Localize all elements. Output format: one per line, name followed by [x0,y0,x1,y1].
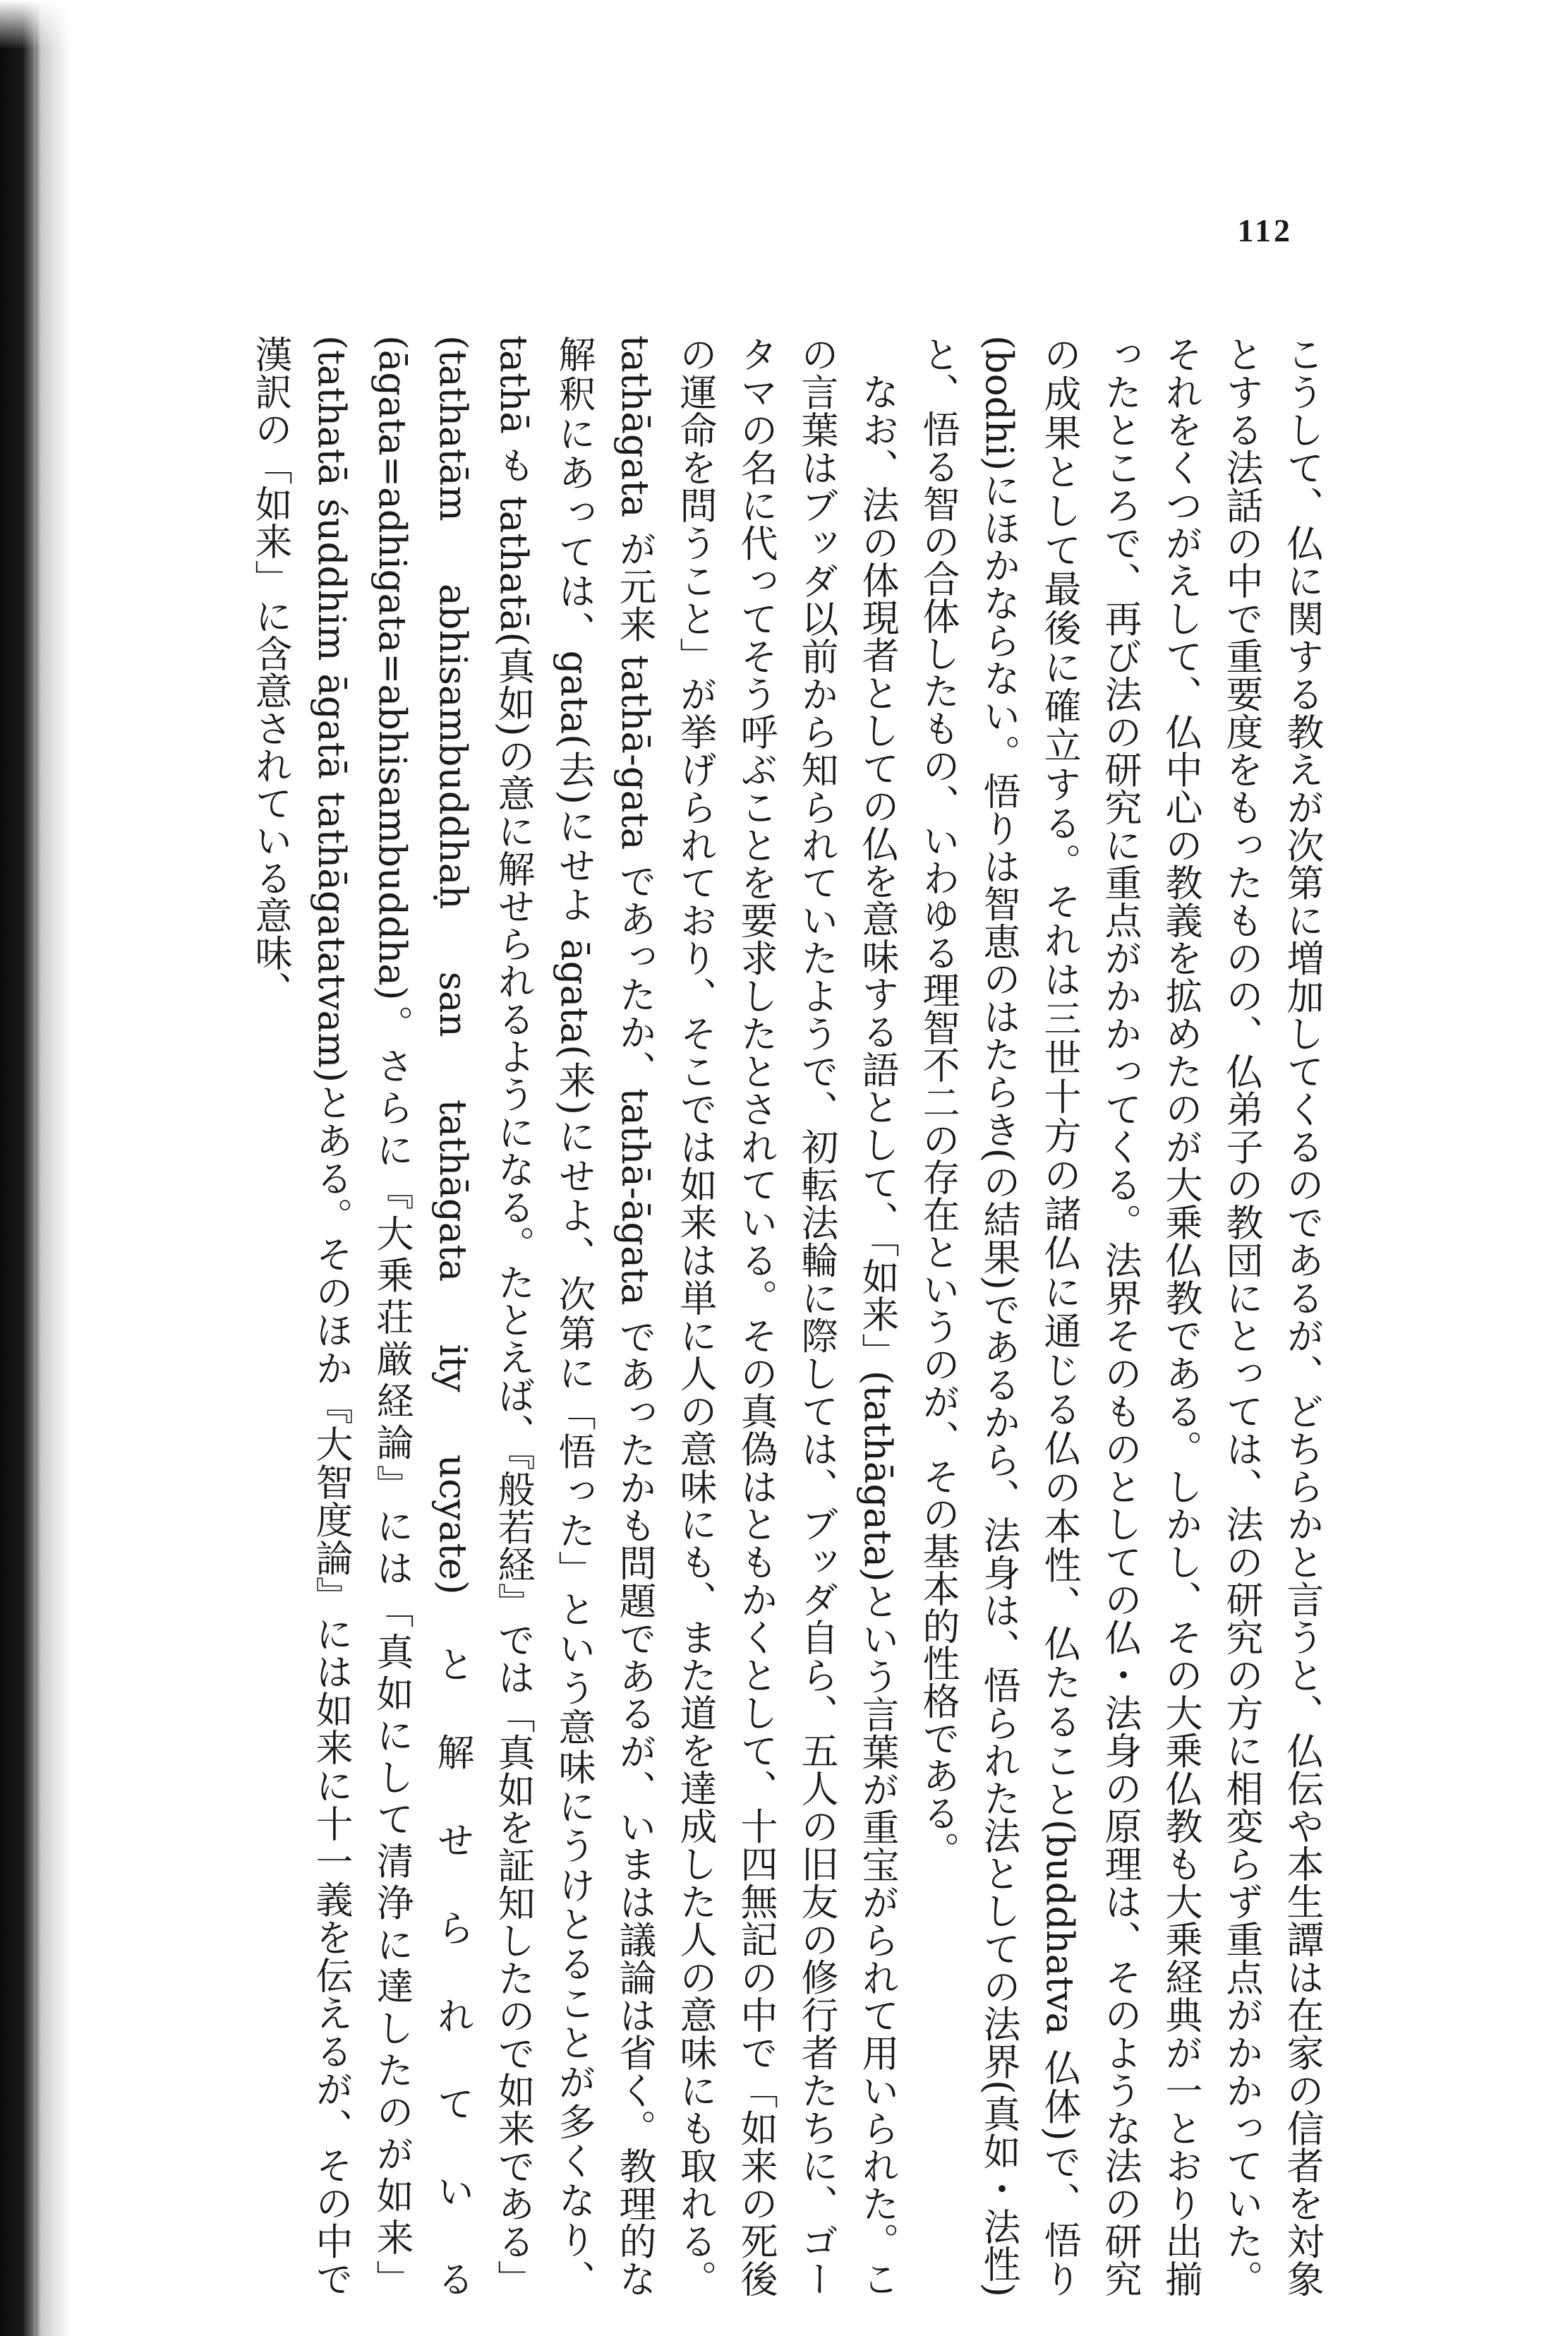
paragraph-2: なお、法の体現者としての仏を意味する語として、「如来」(tathāgata)という言葉が重宝がられて用いられた。この言葉はブッダ以前から知られていたようで、初転法輪に際しては、ブッダ自ら、五人の旧友の修行者たちに、ゴータマの名に代ってそう呼ぶことを要求したとされている。その真偽はともかくとして、十四無記の中で「如来の死後の運命を問うこと」が挙げられており、そこでは如来は単に人の意味にも、また道を達成した人の意味にも取れる。tathāgata が元来 tathā-gata であったか、tathā-āgata であったかも問題であるが、いまは議論は省く。教理的な解釈にあっては、gata(去)にせよ āgata(来)にせよ、次第に「悟った」という意味にうけとることが多くなり、tathā も tathatā(真如)の意に解せられるようになる。たとえば、『般若経』では「真如を証知したので如来である」(tathatām abhisambuddhaḥ san tathāgata ity ucyate)と解せられている(āgata=adhigata=abhisambuddha)。さらに『大乗荘厳経論』には「真如にして清浄に達したのが如来」(tathatā śuddhim āgatā tathāgatatvam)とある。そのほか『大智度論』には如来に十一義を伝えるが、その中で漢訳の「如来」に含意されている意味、 [249,335,899,2297]
page-binding-shadow [35,0,71,2336]
vertical-text-body [119,335,1332,2297]
page-edge-fade [0,0,71,49]
paragraph-1: こうして、仏に関する教えが次第に増加してくるのであるが、どちらかと言うと、仏伝や本生譚は在家の信者を対象とする法話の中で重要度をもったものの、仏弟子の教団にとっては、法の研究の方に相変らず重点がかかっていた。それをくつがえして、仏中心の教義を拡めたのが大乗仏教である。しかし、その大乗仏教も大乗経典が一とおり出揃ったところで、再び法の研究に重点がかかってくる。法界そのものとしての仏・法身の原理は、そのような法の研究の成果として最後に確立する。それは三世十方の諸仏に通じる仏の本性、仏たること(buddhatva 仏体)で、悟り(bodhi)にほかならない。悟りは智恵のはたらき(の結果)であるから、法身は、悟られた法としての法界(真如・法性)と、悟る智の合体したもの、いわゆる理智不二の存在というのが、その基本的性格である。 [917,335,1324,2297]
page-number: 112 [1237,212,1293,248]
